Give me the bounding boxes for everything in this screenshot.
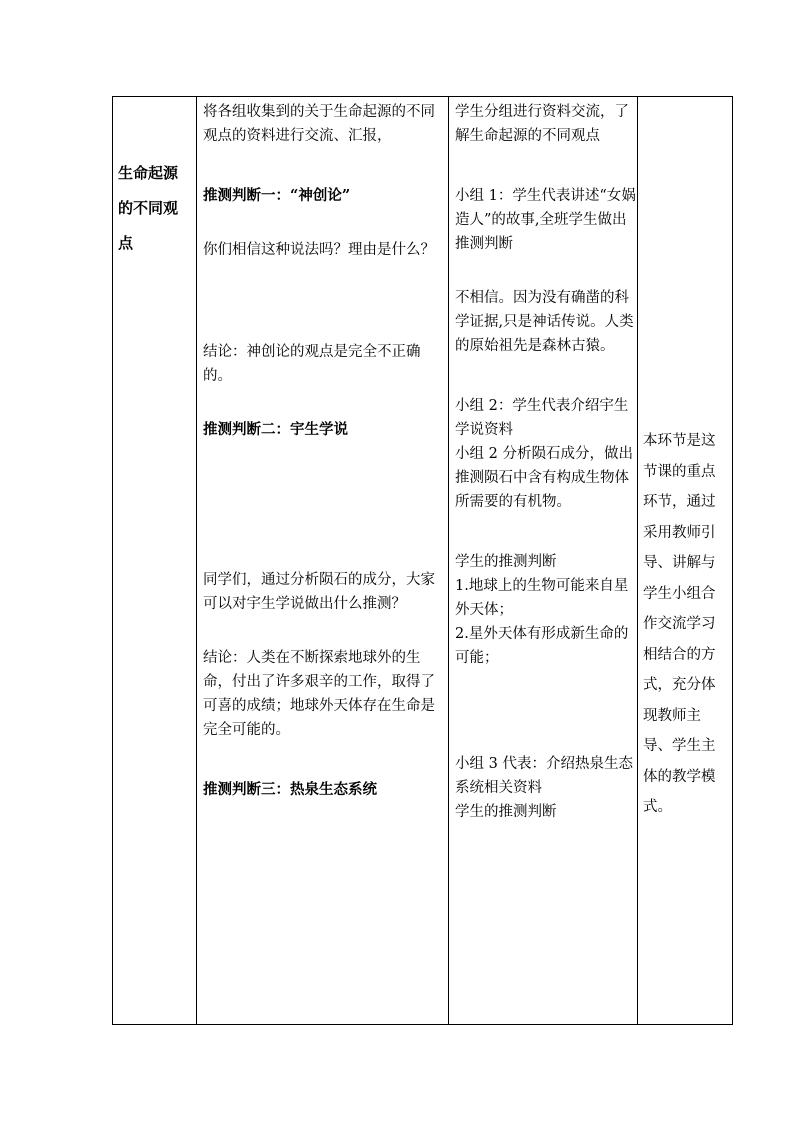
table-border-left — [112, 96, 113, 1025]
inference-1-heading: 推测判断一：“神创论” — [203, 187, 351, 204]
student-judgment-title: 学生的推测判断 — [455, 554, 557, 570]
group-2-activity: 小组 2：学生代表介绍宇生学说资料 — [455, 398, 629, 438]
design-note: 本环节是这节课的重点环节，通过采用教师引导、讲解与学生小组合作交流学习相结合的方式，充分体现教师主导、学生主体的教学模式。 — [643, 433, 716, 815]
topic-label: 生命起源的不同观点 — [118, 164, 179, 252]
teacher-conclusion-1: 结论：神创论的观点是完全不正确的。 — [203, 344, 421, 384]
table-border-bottom — [112, 1024, 733, 1025]
column-divider-3 — [637, 96, 638, 1025]
inference-2-heading: 推测判断二：宇生学说 — [203, 421, 348, 438]
teacher-conclusion-2: 结论：人类在不断探索地球外的生命，付出了许多艰辛的工作，取得了可喜的成绩；地球外天体存在生命是完全可能的。 — [203, 650, 435, 738]
lesson-table — [112, 96, 733, 1025]
teacher-intro: 将各组收集到的关于生命起源的不同观点的资料进行交流、汇报， — [203, 104, 435, 144]
table-border-top — [112, 96, 733, 97]
group-1-activity: 小组 1：学生代表讲述“女娲造人”的故事,全班学生做出推测判断 — [455, 188, 636, 252]
student-judgment-1: 1.地球上的生物可能来自星外天体； — [455, 578, 629, 618]
column-divider-1 — [196, 96, 197, 1025]
table-border-right — [732, 96, 733, 1025]
teacher-question-2: 同学们，通过分析陨石的成分，大家可以对宇生学说做出什么推测？ — [203, 572, 435, 612]
student-answer-1: 不相信。因为没有确凿的科学证据,只是神话传说。人类的原始祖先是森林古猿。 — [455, 290, 634, 354]
teacher-activity-cell — [203, 100, 447, 802]
topic-cell — [118, 156, 190, 261]
teacher-question-1: 你们相信这种说法吗？理由是什么？ — [203, 242, 435, 258]
student-activity-cell — [455, 100, 637, 824]
design-note-cell — [643, 426, 729, 823]
inference-3-heading: 推测判断三：热泉生态系统 — [203, 781, 377, 798]
group-3-activity: 小组 3 代表：介绍热泉生态系统相关资料 — [455, 756, 633, 796]
column-divider-2 — [448, 96, 449, 1025]
student-intro: 学生分组进行资料交流，了解生命起源的不同观点 — [455, 104, 629, 144]
group-2-analysis: 小组 2 分析陨石成分，做出推测陨石中含有构成生物体所需要的有机物。 — [455, 446, 633, 510]
student-judgment-3: 学生的推测判断 — [455, 804, 557, 820]
student-judgment-2: 2.星外天体有形成新生命的可能； — [455, 626, 629, 666]
